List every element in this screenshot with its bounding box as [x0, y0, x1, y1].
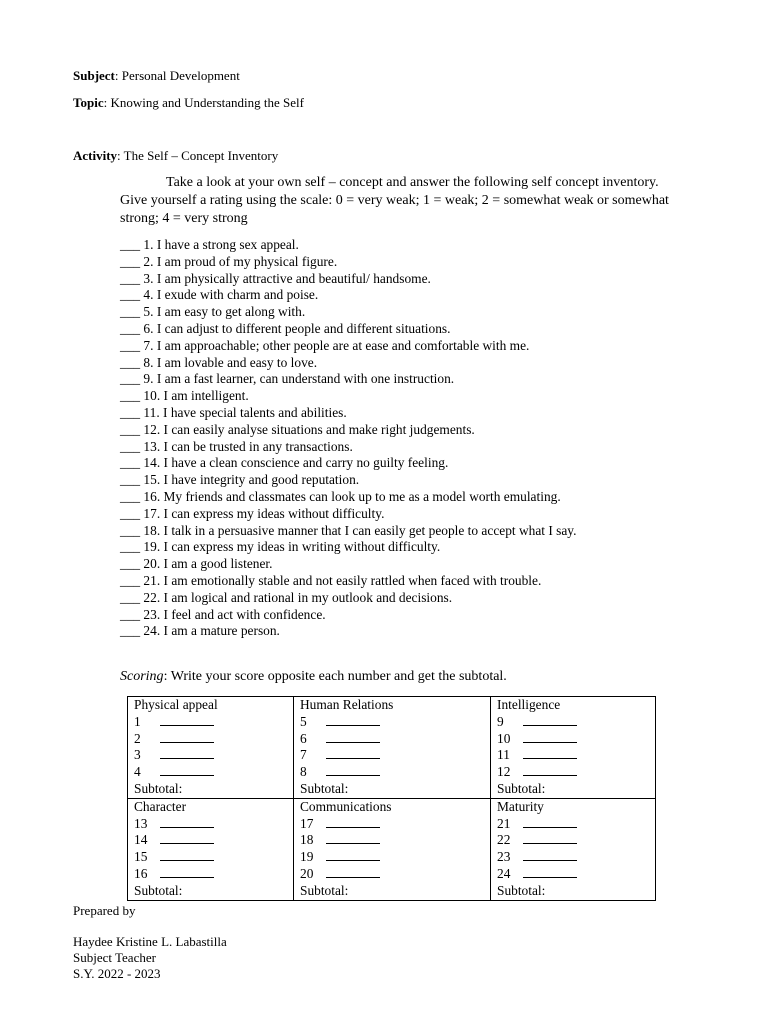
category-cell: [294, 697, 491, 799]
score-blank[interactable]: [523, 714, 577, 726]
inventory-item: ___ 15. I have integrity and good reputation.: [120, 472, 360, 488]
inventory-item: ___ 17. I can express my ideas without difficulty.: [120, 505, 385, 521]
item-number: 11: [497, 747, 510, 763]
subtotal-label: Subtotal:: [497, 882, 546, 898]
activity-line: [73, 148, 278, 164]
inventory-item: ___ 6. I can adjust to different people and different situations.: [120, 320, 451, 336]
score-line: [300, 714, 484, 731]
inventory-item: ___ 4. I exude with charm and poise.: [120, 287, 319, 303]
score-line: [134, 816, 287, 833]
score-blank[interactable]: [523, 832, 577, 844]
score-blank[interactable]: [523, 747, 577, 759]
score-blank[interactable]: [160, 866, 214, 878]
inventory-item: ___ 21. I am emotionally stable and not easily rattled when faced with trouble.: [120, 572, 542, 588]
score-blank[interactable]: [326, 764, 380, 776]
category-cell: [491, 798, 656, 900]
inventory-item: ___ 1. I have a strong sex appeal.: [120, 237, 299, 252]
topic-value: : Knowing and Understanding the Self: [103, 95, 304, 110]
inventory-item: ___ 2. I am proud of my physical figure.: [120, 253, 338, 269]
scoring-table-row: [128, 798, 656, 900]
school-year: S.Y. 2022 - 2023: [73, 966, 161, 981]
score-blank[interactable]: [160, 832, 214, 844]
score-line: [497, 866, 649, 883]
score-blank[interactable]: [160, 764, 214, 776]
item-number: 7: [300, 747, 307, 763]
score-line: [300, 816, 484, 833]
inventory-item: ___ 10. I am intelligent.: [120, 388, 249, 404]
instructions-paragraph: Take a look at your own self – concept and answer the following self concept inventory. Give yourself a rating using the scale: 0 = very weak; 1 = weak; 2 = somewhat weak or somewhat strong; 4 = very strong: [120, 175, 669, 226]
category-name: Character: [134, 798, 187, 814]
item-number: 2: [134, 730, 141, 746]
score-blank[interactable]: [523, 764, 577, 776]
score-blank[interactable]: [326, 714, 380, 726]
score-blank[interactable]: [326, 747, 380, 759]
item-number: 6: [300, 730, 307, 746]
inventory-item: ___ 22. I am logical and rational in my outlook and decisions.: [120, 589, 453, 605]
score-line: [134, 747, 287, 764]
category-name: Maturity: [497, 798, 544, 814]
item-number: 17: [300, 815, 314, 831]
score-blank[interactable]: [160, 731, 214, 743]
score-line: [300, 747, 484, 764]
score-line: [134, 714, 287, 731]
item-number: 10: [497, 730, 511, 746]
score-blank[interactable]: [523, 731, 577, 743]
score-line: [134, 764, 287, 781]
inventory-item: ___ 20. I am a good listener.: [120, 556, 273, 572]
activity-label: Activity: [73, 148, 118, 163]
subtotal-label: Subtotal:: [134, 780, 183, 796]
inventory-item: ___ 7. I am approachable; other people are at ease and comfortable with me.: [120, 337, 530, 353]
score-line: [134, 849, 287, 866]
subject-label: Subject: [73, 68, 115, 83]
topic-line: [73, 95, 304, 111]
score-blank[interactable]: [160, 714, 214, 726]
score-line: [134, 866, 287, 883]
inventory-item: ___ 12. I can easily analyse situations and make right judgements.: [120, 421, 475, 437]
category-cell: [128, 798, 294, 900]
inventory-item: ___ 13. I can be trusted in any transactions.: [120, 438, 353, 454]
inventory-item: ___ 5. I am easy to get along with.: [120, 304, 306, 320]
category-name: Communications: [300, 798, 392, 814]
score-blank[interactable]: [326, 816, 380, 828]
preparer-name: Haydee Kristine L. Labastilla: [73, 934, 227, 949]
score-line: [300, 764, 484, 781]
scoring-table: [127, 696, 656, 901]
score-blank[interactable]: [326, 849, 380, 861]
score-blank[interactable]: [326, 832, 380, 844]
item-number: 14: [134, 832, 148, 848]
inventory-item: ___ 9. I am a fast learner, can understand with one instruction.: [120, 371, 455, 387]
score-line: [497, 714, 649, 731]
item-number: 19: [300, 849, 314, 865]
inventory-item: ___ 16. My friends and classmates can look up to me as a model worth emulating.: [120, 488, 561, 504]
item-number: 3: [134, 747, 141, 763]
category-name: Intelligence: [497, 697, 561, 712]
item-number: 15: [134, 849, 148, 865]
item-number: 8: [300, 764, 307, 780]
item-number: 4: [134, 764, 141, 780]
category-name: Physical appeal: [134, 697, 218, 712]
inventory-item: ___ 19. I can express my ideas in writing without difficulty.: [120, 539, 441, 555]
score-line: [497, 731, 649, 748]
scoring-label: Scoring: [120, 669, 164, 684]
score-line: [300, 832, 484, 849]
item-number: 13: [134, 815, 148, 831]
inventory-item: ___ 23. I feel and act with confidence.: [120, 606, 326, 622]
subject-line: [73, 68, 240, 84]
score-line: [300, 849, 484, 866]
score-blank[interactable]: [160, 816, 214, 828]
score-blank[interactable]: [160, 747, 214, 759]
inventory-list: [120, 237, 576, 640]
score-blank[interactable]: [160, 849, 214, 861]
inventory-item: ___ 24. I am a mature person.: [120, 623, 280, 639]
scoring-instruction: [120, 669, 507, 685]
item-number: 18: [300, 832, 314, 848]
inventory-item: ___ 11. I have special talents and abilities.: [120, 404, 347, 420]
score-line: [497, 816, 649, 833]
item-number: 24: [497, 865, 511, 881]
score-blank[interactable]: [523, 849, 577, 861]
item-number: 20: [300, 865, 314, 881]
score-blank[interactable]: [326, 866, 380, 878]
category-cell: [128, 697, 294, 799]
score-line: [300, 731, 484, 748]
score-line: [497, 849, 649, 866]
item-number: 21: [497, 815, 511, 831]
category-cell: [294, 798, 491, 900]
activity-value: : The Self – Concept Inventory: [117, 148, 279, 163]
score-line: [134, 731, 287, 748]
inventory-item: ___ 8. I am lovable and easy to love.: [120, 354, 318, 370]
prepared-by-label: Prepared by: [73, 903, 136, 918]
topic-label: Topic: [73, 95, 104, 110]
category-name: Human Relations: [300, 697, 394, 712]
score-line: [497, 832, 649, 849]
subject-value: : Personal Development: [114, 68, 240, 83]
item-number: 1: [134, 713, 141, 729]
item-number: 5: [300, 713, 307, 729]
inventory-item: ___ 3. I am physically attractive and beautiful/ handsome.: [120, 270, 431, 286]
score-line: [134, 832, 287, 849]
scoring-text: : Write your score opposite each number and get the subtotal.: [163, 669, 507, 684]
score-line: [497, 764, 649, 781]
category-cell: [491, 697, 656, 799]
score-line: [300, 866, 484, 883]
item-number: 12: [497, 764, 511, 780]
score-blank[interactable]: [326, 731, 380, 743]
item-number: 16: [134, 865, 148, 881]
item-number: 23: [497, 849, 511, 865]
score-line: [497, 747, 649, 764]
inventory-item: ___ 14. I have a clean conscience and carry no guilty feeling.: [120, 455, 449, 471]
score-blank[interactable]: [523, 866, 577, 878]
subtotal-label: Subtotal:: [300, 780, 349, 796]
item-number: 9: [497, 713, 504, 729]
score-blank[interactable]: [523, 816, 577, 828]
subtotal-label: Subtotal:: [497, 780, 546, 796]
subtotal-label: Subtotal:: [134, 882, 183, 898]
item-number: 22: [497, 832, 511, 848]
subtotal-label: Subtotal:: [300, 882, 349, 898]
scoring-table-row: [128, 697, 656, 799]
inventory-item: ___ 18. I talk in a persuasive manner that I can easily get people to accept what I say.: [120, 522, 577, 538]
preparer-role: Subject Teacher: [73, 950, 156, 965]
